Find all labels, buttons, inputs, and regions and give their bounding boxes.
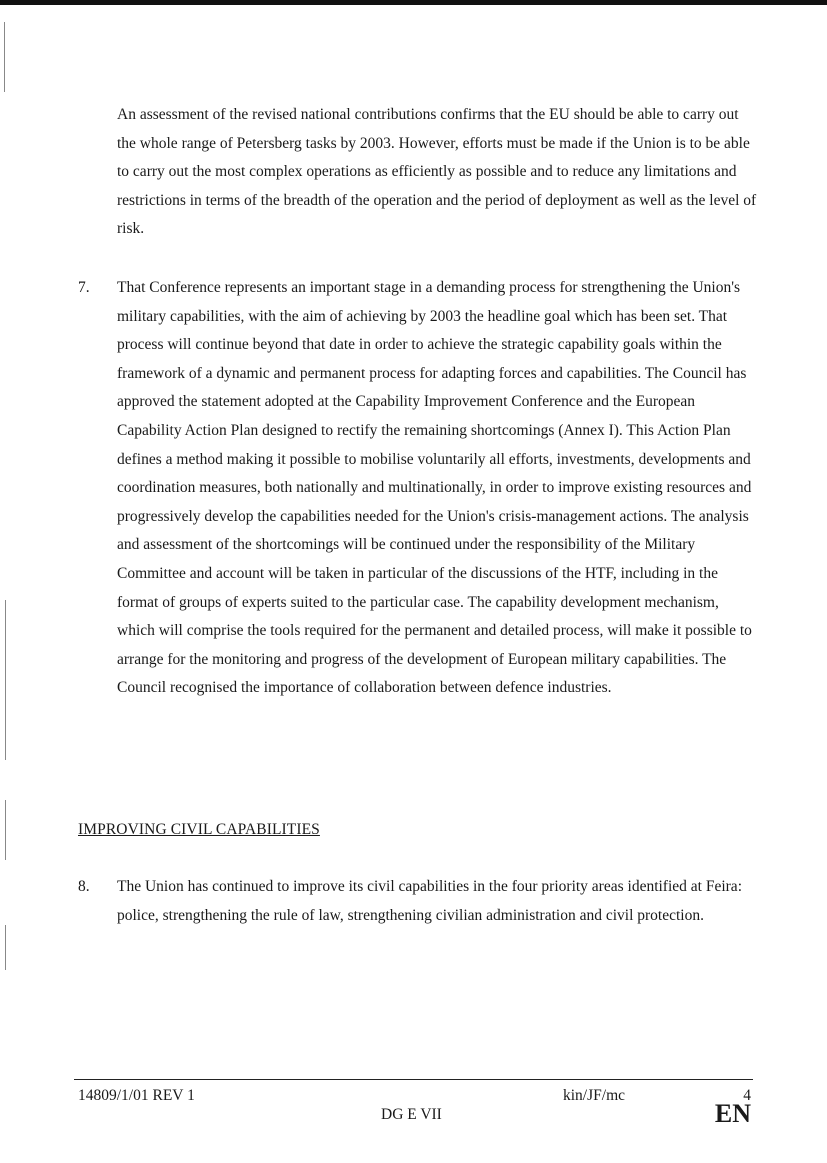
paragraph-number-8: 8. — [78, 878, 90, 895]
left-margin-scan-line — [5, 925, 6, 970]
section-heading: IMPROVING CIVIL CAPABILITIES — [78, 821, 320, 838]
footer-divider — [74, 1079, 753, 1080]
footer-page-number: 4 — [743, 1087, 751, 1104]
language-mark: EN — [714, 1099, 751, 1128]
intro-paragraph: An assessment of the revised national contributions confirms that the EU should be able to carry out the whole range of Petersberg tasks by 2003. However, efforts must be made if the Union is to be able to carry out the most complex operations as efficiently as possible and to reduce any limitations and restrictions in terms of the breadth of the operation and the period of deployment as well as the level of risk. — [117, 106, 757, 238]
top-scan-border — [0, 0, 827, 5]
left-margin-scan-line — [5, 800, 6, 860]
footer-department: DG E VII — [381, 1106, 442, 1123]
footer-doc-ref: 14809/1/01 REV 1 — [78, 1087, 195, 1104]
left-margin-scan-line — [4, 22, 5, 92]
paragraph-7-text: That Conference represents an important stage in a demanding process for strengthening the Union's military capabilities, with the aim of achieving by 2003 the headline goal which has been set. That process will continue beyond that date in order to achieve the strategic capability goals within the framework of a dynamic and permanent process for adapting forces and capabilities. The Council has approved the statement adopted at the Capability Improvement Conference and the European Capability Action Plan designed to rectify the remaining shortcomings (Annex I). This Action Plan defines a method making it possible to mobilise voluntarily all efforts, investments, developments and coordination measures, both nationally and multinationally, in order to improve existing resources and progressively develop the capabilities needed for the Union's crisis-management actions. The analysis and assessment of the shortcomings will be continued under the responsibility of the Military Committee and account will be taken in particular of the discussions of the HTF, including in the format of groups of experts suited to the particular case. The capability development mechanism, which will comprise the tools required for the permanent and detailed process, will make it possible to arrange for the monitoring and progress of the development of European military capabilities. The Council recognised the importance of collaboration between defence industries. — [117, 279, 752, 697]
footer-initials: kin/JF/mc — [563, 1087, 626, 1104]
left-margin-scan-line — [5, 600, 6, 760]
paragraph-8-text: The Union has continued to improve its civil capabilities in the four priority areas identified at Feira: police, strengthening the rule of law, strengthening civilian administration and civil protection. — [117, 878, 742, 924]
paragraph-number-7: 7. — [78, 279, 90, 296]
